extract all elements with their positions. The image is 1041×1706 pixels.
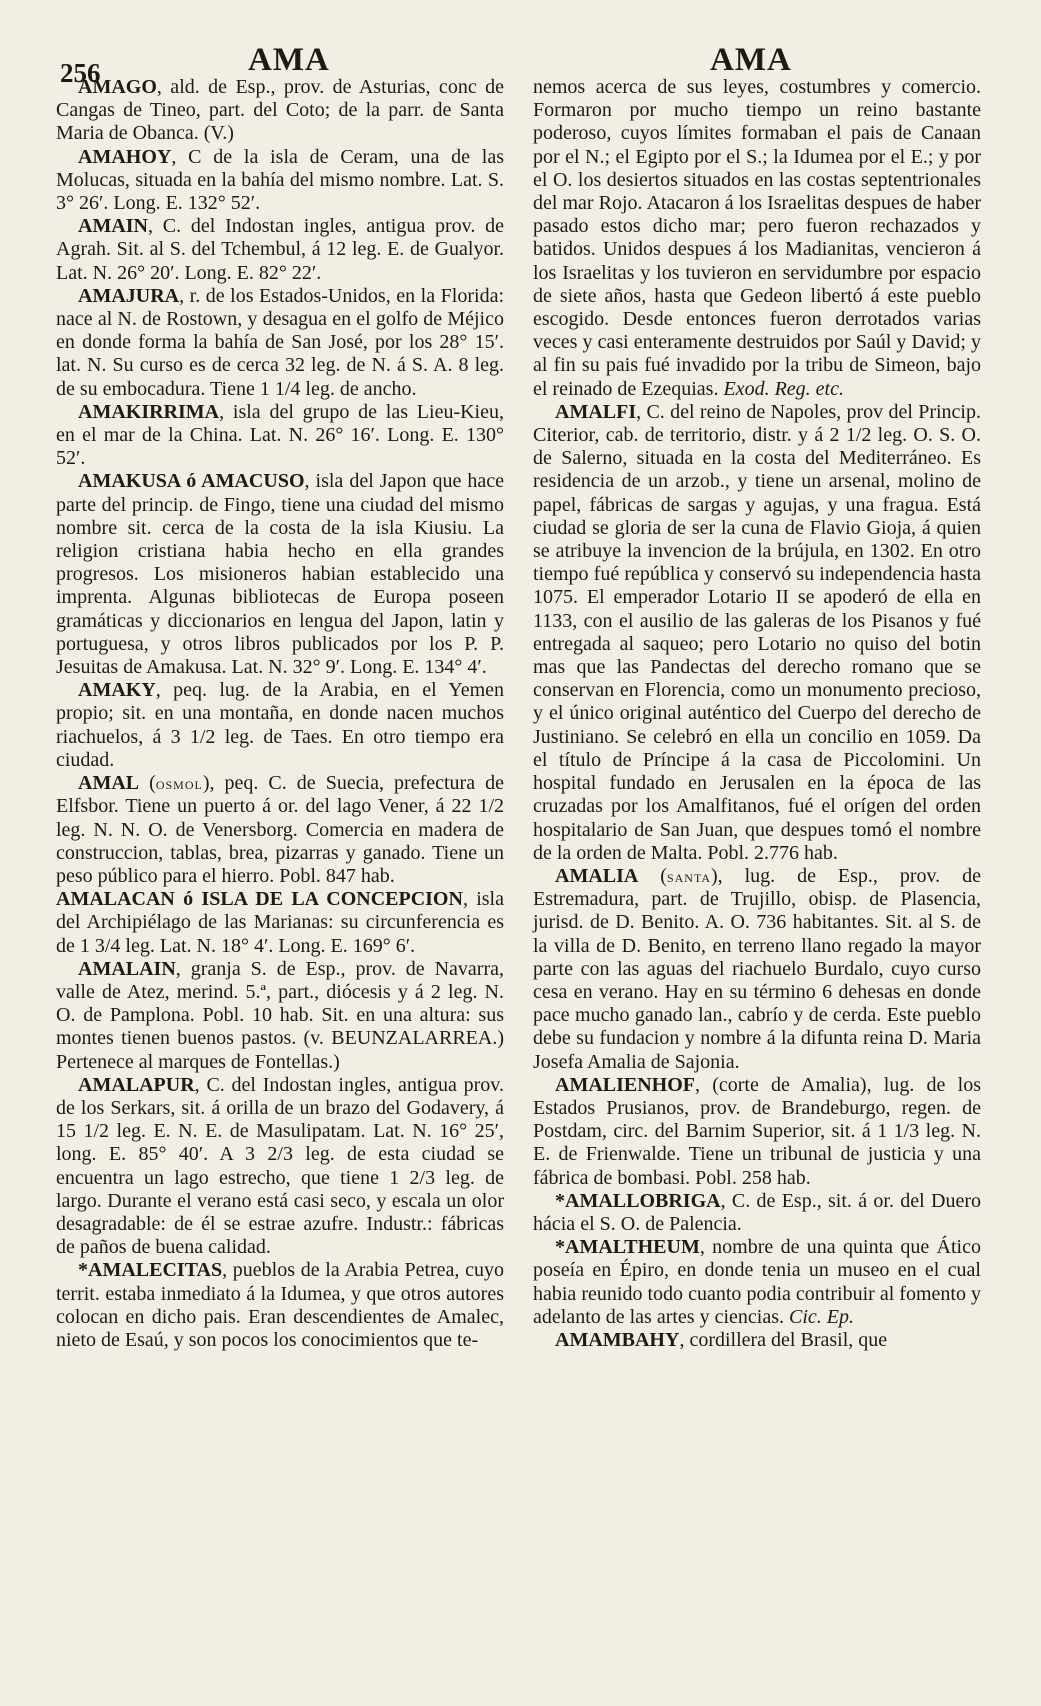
entry-headword: AMAIN bbox=[78, 215, 148, 238]
entry-headword: AMAKY bbox=[78, 679, 156, 702]
entry-text: , peq. lug. de la Arabia, en el Yemen propio; sit. en una montaña, en donde nacen muchos riachuelos, á 3 1/2 leg. de Taes. En otro tiempo era ciudad. bbox=[56, 679, 504, 771]
entry-text: , C. del Indostan ingles, antigua prov. de Agrah. Sit. al S. del Tchembul, á 12 leg. E. de Gualyor. Lat. N. 26° 20′. Long. E. 82° 22′. bbox=[56, 215, 504, 284]
entry-text: , isla del Japon que hace parte del princip. de Fingo, tiene una ciudad del mismo nombre sit. cerca de la costa de la isla Kiusiu. La religion cristiana habia hecho en ella grandes progresos. Los misioneros habian establecido una imprenta. Algunas bibliotecas de Europa poseen gramáticas y diccionarios en lengua del Japon, latin y portuguesa, y otros libros publicados por los P. P. Jesuitas de Amakusa. Lat. N. 32° 9′. Long. E. 134° 4′. bbox=[56, 470, 505, 679]
entry-reference: Exod. Reg. etc. bbox=[723, 377, 844, 400]
running-head-right: AMA bbox=[710, 42, 792, 78]
left-column bbox=[56, 76, 504, 1352]
dictionary-entry bbox=[56, 215, 504, 285]
entry-headword: AMAKIRRIMA bbox=[78, 400, 220, 423]
entry-text: , nombre de una quinta que Ático poseía en Épiro, en donde tenia un museo en el cual habia reunido todo cuanto podia contribuir al fomento y adelanto de las artes y ciencias. bbox=[533, 1236, 981, 1328]
entry-text: , lug. de Esp., prov. de Estremadura, part. de Trujillo, obisp. de Plasencia, jurisd. de D. Benito. A. O. 736 habitantes. Sit. al S. de la villa de D. Benito, en terreno llano regado la mayor parte con las aguas del riachuelo Burdalo, cuyo curso cesa en verano. Hay en su término 6 dehesas en donde pace mucho ganado lan., cabrío y de cerda. Este pueblo debe su fundacion y nombre á la difunta reina D. Maria Josefa Amalia de Sajonia. bbox=[533, 864, 981, 1073]
dictionary-entry bbox=[56, 958, 504, 1074]
entry-headword: *AMALTHEUM bbox=[555, 1236, 700, 1259]
page-number: 256 bbox=[60, 58, 101, 88]
dictionary-entry bbox=[56, 1074, 504, 1260]
entry-headword: AMALIA bbox=[555, 864, 639, 887]
entry-headword: AMALIENHOF bbox=[555, 1073, 695, 1096]
entry-headword: AMAKUSA ó AMACUSO bbox=[78, 470, 305, 493]
dictionary-entry bbox=[56, 888, 504, 958]
entry-headword: AMAMBAHY bbox=[555, 1328, 680, 1351]
dictionary-entry bbox=[533, 1329, 981, 1352]
entry-headword: AMALFI bbox=[555, 400, 637, 423]
entry-alt-name: osmol bbox=[155, 774, 203, 794]
dictionary-entry bbox=[533, 76, 981, 401]
entry-text: , r. de los Estados-Unidos, en la Florida: nace al N. de Rostown, y desagua en el golfo de Méjico en donde forma la bahía de San José, por los 28° 15′. lat. N. Su curso es de cerca 32 leg. de N. á S. A. 8 leg. de su embocadura. Tiene 1 1/4 leg. de ancho. bbox=[56, 284, 504, 400]
entry-text: , pueblos de la Arabia Petrea, cuyo territ. estaba inmediato á la Idumea, y que otros autores colocan en dicho pais. Eran descendientes de Amalec, nieto de Esaú, y son pocos los conocimientos que te- bbox=[56, 1259, 504, 1351]
entry-reference: Cic. Ep. bbox=[789, 1305, 854, 1328]
dictionary-entry bbox=[56, 1259, 504, 1352]
entry-headword: AMALAIN bbox=[78, 957, 176, 980]
running-head-left: AMA bbox=[248, 42, 330, 78]
dictionary-entry bbox=[533, 1236, 981, 1329]
dictionary-entry bbox=[56, 470, 504, 679]
entry-text: , isla del Archipiélago de las Marianas: su circunferencia es de 1 3/4 leg. Lat. N. 18° 4′. Long. E. 169° 6′. bbox=[56, 888, 504, 957]
dictionary-entry bbox=[56, 285, 504, 401]
entry-headword: AMAJURA bbox=[78, 284, 180, 307]
dictionary-entry bbox=[533, 1190, 981, 1236]
dictionary-entry: AMALIA (santa), lug. de Esp., prov. de Estremadura, part. de Trujillo, obisp. de Plasencia, jurisd. de D. Benito. A. O. 736 habitantes. Sit. al S. de la villa de D. Benito, en terreno llano regado la mayor parte con las aguas del riachuelo Burdalo, cuyo curso cesa en verano. Hay en su término 6 dehesas en donde pace mucho ganado lan., cabrío y de cerda. Este pueblo debe su fundacion y nombre á la difunta reina D. Maria Josefa Amalia de Sajonia. bbox=[533, 864, 981, 1073]
entry-alt-name: santa bbox=[666, 866, 711, 886]
dictionary-entry bbox=[56, 76, 504, 146]
entry-text: , peq. C. de Suecia, prefectura de Elfsbor. Tiene un puerto á or. del lago Vener, á 22 1/2 leg. N. N. O. de Venersborg. Comercia en madera de construccion, tablas, brea, pizarras y ganado. Tiene un peso público para el hierro. Pobl. 847 hab. bbox=[56, 772, 505, 887]
dictionary-entry bbox=[56, 679, 504, 772]
entry-text: , ald. de Esp., prov. de Asturias, conc de Cangas de Tineo, part. del Coto; de la parr. de Santa Maria de Obanca. (V.) bbox=[56, 76, 504, 145]
dictionary-entry bbox=[56, 146, 504, 216]
entry-text: , C. de Esp., sit. á or. del Duero hácia el S. O. de Palencia. bbox=[533, 1189, 981, 1235]
entry-headword: AMAGO bbox=[78, 76, 157, 98]
entry-headword: AMAHOY bbox=[78, 145, 172, 168]
dictionary-entry: AMAL (osmol), peq. C. de Suecia, prefectura de Elfsbor. Tiene un puerto á or. del lago Vener, á 22 1/2 leg. N. N. O. de Venersborg. Comercia en madera de construccion, tablas, brea, pizarras y ganado. Tiene un peso público para el hierro. Pobl. 847 hab. bbox=[56, 772, 505, 887]
entry-text: , (corte de Amalia), lug. de los Estados Prusianos, prov. de Brandeburgo, regen. de Postdam, circ. del Barnim Superior, sit. á 1 1/3 leg. N. E. de Frienwalde. Tiene un tribunal de justicia y una fábrica de bombasi. Pobl. 258 hab. bbox=[533, 1073, 981, 1189]
entry-text: , granja S. de Esp., prov. de Navarra, valle de Atez, merind. 5.ª, part., diócesis y á 2 leg. N. O. de Pamplona. Pobl. 10 hab. Sit. en una altura: sus montes tienen buenos pastos. (v. BEUNZALARREA.) Pertenece al marques de Fontellas.) bbox=[56, 957, 504, 1073]
dictionary-entry bbox=[56, 401, 504, 471]
right-column bbox=[533, 76, 981, 1352]
entry-headword: *AMALLOBRIGA bbox=[555, 1189, 721, 1212]
entry-text: nemos acerca de sus leyes, costumbres y comercio. Formaron por mucho tiempo un reino bastante poderoso, cuyos límites formaban el pais de Canaan por el N.; el Egipto por el S.; la Idumea por el E.; y por el O. los desiertos situados en las costas septentrionales del mar Rojo. Atacaron á los Israelitas despues de haber pasado estos dicho mar; pero fueron rechazados y batidos. Unidos despues á los Madianitas, vencieron á los Israelitas y los tuvieron en servidumbre por espacio de siete años, hasta que Gedeon libertó á este pueblo escogido. Desde entonces fueron derrotados varias veces y casi enteramente destruidos por Saúl y David; y al fin su pais fué invadido por la tribu de Simeon, bajo el reinado de Ezequias. bbox=[533, 76, 981, 400]
dictionary-entry bbox=[533, 401, 981, 865]
dictionary-entry bbox=[533, 1074, 981, 1190]
entry-headword: AMAL bbox=[78, 772, 140, 795]
entry-headword: AMALAPUR bbox=[78, 1073, 195, 1096]
entry-text: , C. del Indostan ingles, antigua prov. de los Serkars, sit. á orilla de un brazo del Godavery, á 15 1/2 leg. E. N. E. de Masulipatam. Lat. N. 16° 25′, long. E. 85° 40′. A 3 2/3 leg. de esta ciudad se encuentra un lago estrecho, que tiene 1 2/3 leg. de largo. Durante el verano está casi seco, y escala un olor desagradable: de él se estrae azufre. Industr.: fábricas de paños de buena calidad. bbox=[56, 1073, 504, 1259]
entry-headword: *AMALECITAS bbox=[78, 1259, 223, 1282]
entry-text: , isla del grupo de las Lieu-Kieu, en el mar de la China. Lat. N. 26° 16′. Long. E. 130° 52′. bbox=[56, 400, 504, 470]
entry-text: , C. del reino de Napoles, prov del Princip. Citerior, cab. de territorio, distr. y á 2 1/2 leg. O. S. O. de Salerno, situada en la costa del Mediterráneo. Es residencia de un arzob., y tiene un arsenal, molino de papel, fábricas de sargas y agujas, y una fragua. Está ciudad se gloria de ser la cuna de Flavio Gioja, á quien se atribuye la invencion de la brújula, en 1302. En otro tiempo fué república y conservó su independencia hasta 1075. El emperador Lotario II se apoderó de ella en 1133, con el ausilio de las galeras de los Pisanos y fué entregada al saqueo; pero Lotario no quiso del botin mas que las Pandectas del derecho romano que se conservan en Florencia, como un monumento precioso, y el único original auténtico del Cuerpo del derecho de Justiniano. Se celebró en ella un concilio en 1059. Da el título de Príncipe á la casa de Piccolomini. Un hospital fundado en Jerusalen en la época de las cruzadas por los Amalfitanos, fué el orígen del orden hospitalario de San Juan, que despues tomó el nombre de la orden de Malta. Pobl. 2.776 hab. bbox=[533, 400, 981, 864]
entry-text: , C de la isla de Ceram, una de las Molucas, situada en la bahía del mismo nombre. Lat. S. 3° 26′. Long. E. 132° 52′. bbox=[56, 145, 504, 215]
entry-text: , cordillera del Brasil, que bbox=[679, 1328, 888, 1351]
entry-headword: AMALACAN ó ISLA DE LA CONCEPCION bbox=[56, 888, 463, 911]
